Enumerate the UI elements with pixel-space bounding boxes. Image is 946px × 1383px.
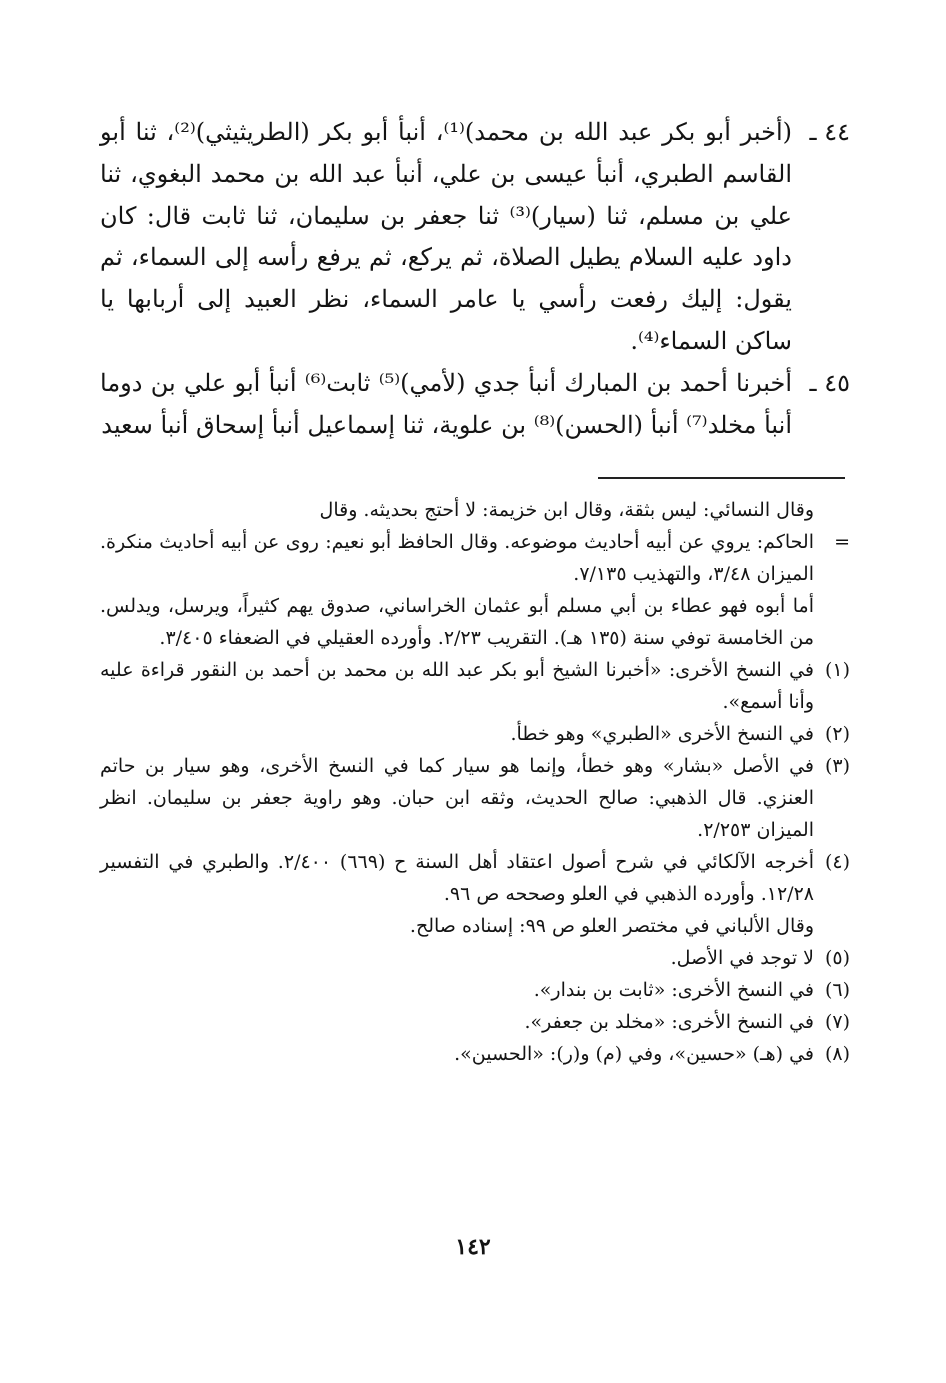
footnote-number: (٥) — [824, 947, 850, 969]
entry-44 — [100, 112, 850, 363]
page-number: ١٤٢ — [455, 1234, 491, 1260]
footnote-text: في النسخ الأخرى: «أخبرنا الشيخ أبو بكر عبد الله بن محمد بن أحمد بن النقور قراءة عليه وأنا أسمع». — [100, 659, 814, 713]
footnote-text: في النسخ الأخرى «الطبري» وهو خطأ. — [510, 723, 814, 745]
footnote-5 — [100, 942, 850, 974]
footnote-2 — [100, 718, 850, 750]
footnote-4 — [100, 846, 850, 910]
footnotes — [100, 494, 850, 1070]
footnote-text: في النسخ الأخرى: «ثابت بن بندار». — [533, 979, 814, 1001]
footnote-continuation-line: وقال النسائي: ليس بثقة، وقال ابن خزيمة: لا أحتج بحديثه. وقال — [319, 499, 814, 521]
footnote-text: لا توجد في الأصل. — [670, 947, 814, 969]
footnote-text: في الأصل «بشار» وهو خطأ، وإنما هو سيار كما في النسخ الأخرى، وهو سيار بن حاتم العنزي. قال الذهبي: صالح الحديث، وثقه ابن حبان. وهو راوية جعفر بن سليمان. انظر الميزان ٢/٢٥٣. — [100, 755, 814, 841]
footnote-number: (١) — [824, 659, 850, 681]
footnote-number: (٧) — [824, 1011, 850, 1033]
continuation-mark: = — [834, 531, 850, 553]
footnote-text: أخرجه الآلكائي في شرح أصول اعتقاد أهل السنة ح (٦٦٩) ٢/٤٠٠. والطبري في التفسير ١٢/٢٨. وأورده الذهبي في العلو وصححه ص ٩٦. — [100, 851, 814, 905]
entry-number: ٤٥ ـ — [809, 368, 850, 397]
footnote-text: في (هـ) «حسين»، وفي (م) و(ر): «الحسين». — [454, 1043, 814, 1065]
footnote-separator — [598, 477, 845, 479]
footnote-text: في النسخ الأخرى: «مخلد بن جعفر». — [524, 1011, 814, 1033]
footnote-paragraph: أما أبوه فهو عطاء بن أبي مسلم أبو عثمان الخراساني، صدوق يهم كثيراً، ويرسل، ويدلس. من الخامسة توفي سنة (١٣٥ هـ). التقريب ٢/٢٣. وأورده العقيلي في الضعفاء ٣/٤٠٥. — [100, 595, 814, 649]
footnote-continuation-text: الحاكم: يروي عن أبيه أحاديث موضوعه. وقال الحافظ أبو نعيم: روى عن أبيه أحاديث منكرة. الميزان ٣/٤٨، والتهذيب ٧/١٣٥. — [100, 531, 814, 585]
footnote-7 — [100, 1006, 850, 1038]
footnote-number: (٣) — [824, 755, 850, 777]
entry-number: ٤٤ ـ — [809, 118, 850, 146]
entry-text: أخبرنا أحمد بن المبارك أنبأ جدي (لأمي)⁽⁵⁾ ثابت⁽⁶⁾ أنبأ أبو علي بن دوما أنبأ مخلد⁽⁷⁾ أنبأ (الحسن)⁽⁸⁾ بن علوية، ثنا إسماعيل أنبأ إسحاق أنبأ سعيد — [100, 368, 793, 439]
footnote-1 — [100, 654, 850, 718]
footnote-number: (٦) — [824, 979, 850, 1001]
main-text — [100, 112, 850, 446]
footnote-number: (٨) — [824, 1043, 850, 1065]
footnote-3 — [100, 750, 850, 846]
footnote-number: (٤) — [824, 851, 850, 873]
footnote-continuation — [100, 526, 850, 590]
entry-45 — [100, 363, 850, 447]
footnote-number: (٢) — [824, 723, 850, 745]
entry-text: (أخبر أبو بكر عبد الله بن محمد)⁽¹⁾، أنبأ أبو بكر (الطريثيثي)⁽²⁾، ثنا أبو القاسم الطبري، أنبأ عيسى بن علي، أنبأ عبد الله بن محمد البغوي، ثنا علي بن مسلم، ثنا (سيار)⁽³⁾ ثنا جعفر بن سليمان، ثنا ثابت قال: كان داود عليه السلام يطيل الصلاة، ثم يركع، ثم يرفع رأسه إلى السماء، ثم يقول: إليك رفعت رأسي يا عامر السماء، نظر العبيد إلى أربابها يا ساكن السماء⁽⁴⁾. — [100, 118, 793, 355]
footnote-8 — [100, 1038, 850, 1070]
footnote-4-extra: وقال الألباني في مختصر العلو ص ٩٩: إسناده صالح. — [409, 915, 814, 937]
footnote-6 — [100, 974, 850, 1006]
